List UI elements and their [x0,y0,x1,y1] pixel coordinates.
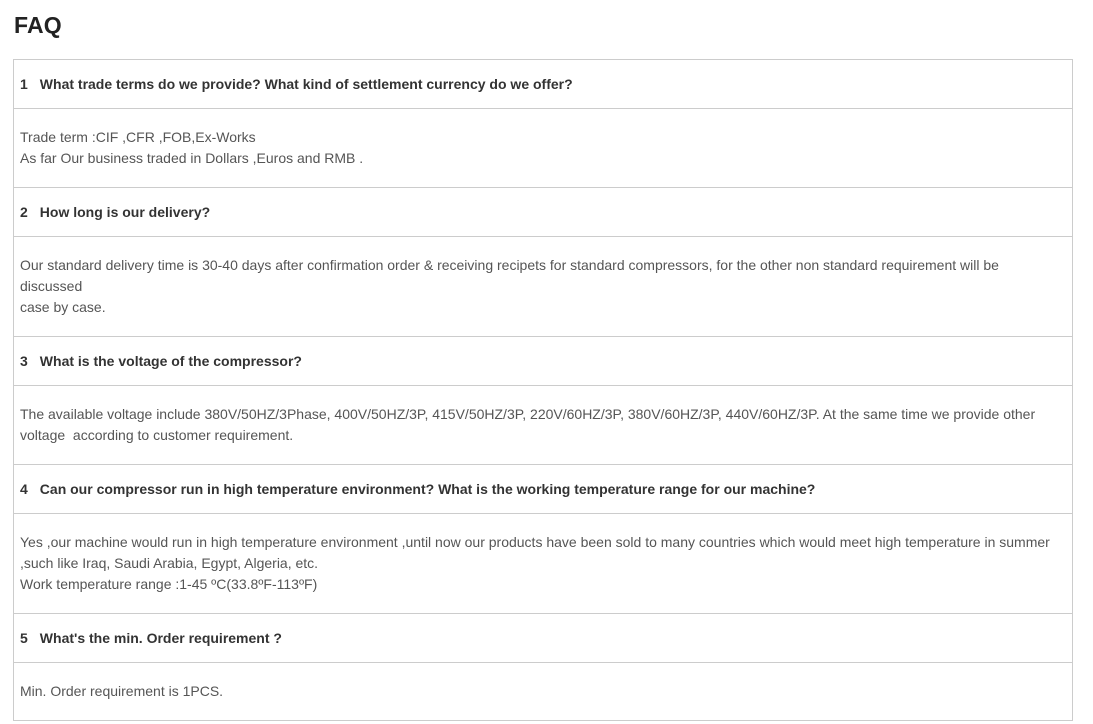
faq-question-text: What's the min. Order requirement ? [39,630,282,646]
faq-answer-row [14,237,1072,337]
faq-question-row [14,614,1072,663]
faq-answer-row [14,663,1072,720]
faq-question-text: What is the voltage of the compressor? [39,353,302,369]
faq-answer-line: voltage according to customer requirement. [20,427,294,443]
faq-table [13,59,1073,721]
faq-question-number: 2 [20,204,28,220]
faq-question-number: 3 [20,353,28,369]
faq-question-number: 1 [20,76,28,92]
faq-answer-line: Work temperature range :1-45 ºC(33.8ºF-113ºF) [20,576,318,592]
faq-answer-line: ,such like Iraq, Saudi Arabia, Egypt, Algeria, etc. [20,555,319,571]
faq-answer-line: Yes ,our machine would run in high temperature environment ,until now our products have been sold to many countries which would meet high temperature in summer [20,534,1050,550]
faq-answer-line: Min. Order requirement is 1PCS. [20,683,224,699]
faq-question-row [14,188,1072,237]
faq-answer-line: As far Our business traded in Dollars ,Euros and RMB . [20,150,364,166]
faq-question-text: How long is our delivery? [39,204,211,220]
faq-question-text: Can our compressor run in high temperature environment? What is the working temperature range for our machine? [39,481,816,497]
faq-answer-line: Trade term :CIF ,CFR ,FOB,Ex-Works [20,129,256,145]
faq-answer-line: Our standard delivery time is 30-40 days after confirmation order & receiving recipets for standard compressors, for the other non standard requirement will be discussed [20,257,1003,294]
faq-question-row [14,337,1072,386]
faq-answer-row [14,109,1072,188]
faq-question-row [14,465,1072,514]
faq-question-row [14,60,1072,109]
faq-answer-line: The available voltage include 380V/50HZ/3Phase, 400V/50HZ/3P, 415V/50HZ/3P, 220V/60HZ/3P, 380V/60HZ/3P, 440V/60HZ/3P. At the same time we provide other [20,406,1036,422]
faq-question-number: 4 [20,481,28,497]
faq-answer-row [14,386,1072,465]
faq-answer-line: case by case. [20,299,106,315]
faq-question-text: What trade terms do we provide? What kind of settlement currency do we offer? [39,76,573,92]
faq-question-number: 5 [20,630,28,646]
page-title: FAQ [14,12,62,38]
faq-answer-row [14,514,1072,614]
